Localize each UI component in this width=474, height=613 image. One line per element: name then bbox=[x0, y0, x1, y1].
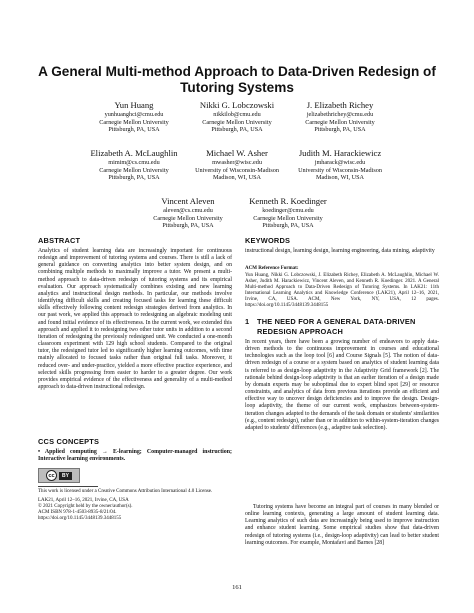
author-location: Madison, WI, USA bbox=[315, 174, 364, 182]
author-name: Elizabeth A. McLaughlin bbox=[90, 148, 178, 158]
author-block bbox=[265, 100, 415, 134]
author-name: Michael W. Asher bbox=[206, 148, 268, 158]
author-email: aleven@cs.cmu.edu bbox=[163, 207, 213, 214]
author-location: Pittsburgh, PA, USA bbox=[211, 126, 263, 134]
author-location: Pittsburgh, PA, USA bbox=[108, 126, 160, 134]
license-notice: This work is licensed under a Creative Commons Attribution International 4.0 License. bbox=[38, 489, 213, 494]
author-block bbox=[213, 196, 363, 230]
ccs-concepts-text: • Applied computing → E-learning; Computer-managed instruction; Interactive learning environments. bbox=[38, 449, 232, 463]
author-name: Kenneth R. Koedinger bbox=[249, 196, 327, 206]
author-email: mimim@cs.cmu.edu bbox=[108, 159, 160, 166]
cc-logo-icon: cc bbox=[46, 470, 57, 481]
author-affiliation: Carnegie Mellon University bbox=[202, 118, 272, 126]
keywords-text: instructional design, learning design, learning engineering, data mining, adaptivity bbox=[245, 248, 435, 254]
author-affiliation: University of Wisconsin-Madison bbox=[195, 166, 279, 174]
reference-format-label: ACM Reference Format: bbox=[245, 266, 299, 271]
keywords-heading: KEYWORDS bbox=[245, 236, 291, 245]
author-affiliation: Carnegie Mellon University bbox=[153, 214, 223, 222]
section1-paragraph1: In recent years, there have been a growing number of endeavors to apply data-driven methods to the continuous improvement in courses and educational technologies such as the loop tool [6] and Course Signals [5]. The notion of data-driven redesign of a course or a system based on analytics of student learning data is referred to as design-loop adaptivity in the Adaptivity Grid framework [2]. The rationale behind design-loop adaptivity is that an earlier iteration of a design made by domain experts may be suboptimal due to expert blind spot [29] or resource constraints, and analytics of data from previous iterations provide an efficient and effective way to uncover design deficiencies and to improve the design. Design-loop adaptivity, the theme of our current work, emphasizes between-system-iteration changes adapted to the demands of the task domain or students' similarities (e.g., content redesign), rather than or in addition to within-system-iteration changes adapted to students' differences (e.g., adaptive task selection). bbox=[245, 339, 439, 431]
author-location: Pittsburgh, PA, USA bbox=[262, 222, 314, 230]
author-location: Madison, WI, USA bbox=[212, 174, 261, 182]
footnote-rule bbox=[38, 486, 98, 487]
author-name: Vincent Aleven bbox=[161, 196, 215, 206]
author-affiliation: University of Wisconsin-Madison bbox=[298, 166, 382, 174]
isbn-line: ACM ISBN 978-1-4503-8935-8/21/04. bbox=[38, 510, 117, 516]
section1-heading-line2: REDESIGN APPROACH bbox=[257, 326, 344, 336]
creative-commons-badge bbox=[38, 468, 80, 483]
author-affiliation: Carnegie Mellon University bbox=[305, 118, 375, 126]
author-affiliation: Carnegie Mellon University bbox=[253, 214, 323, 222]
author-name: Nikki G. Lobczowski bbox=[199, 100, 275, 110]
paper-title: A General Multi-method Approach to Data-Driven Redesign of Tutoring Systems bbox=[38, 64, 436, 95]
section1-heading-line1: THE NEED FOR A GENERAL DATA-DRIVEN bbox=[257, 317, 416, 326]
author-email: koedinger@cmu.edu bbox=[262, 207, 314, 214]
doi-link[interactable]: https://doi.org/10.1145/3448139.3448155 bbox=[38, 516, 122, 522]
author-email: yunhuanghci@cmu.edu bbox=[104, 111, 164, 118]
author-block bbox=[265, 148, 415, 182]
author-location: Pittsburgh, PA, USA bbox=[162, 222, 214, 230]
author-name: Yun Huang bbox=[114, 100, 154, 110]
conference-line: LAK21, April 12–16, 2021, Irvine, CA, USA bbox=[38, 498, 129, 503]
section1-number: 1 bbox=[245, 317, 250, 326]
ccs-heading: CCS CONCEPTS bbox=[38, 437, 100, 446]
abstract-heading: ABSTRACT bbox=[38, 236, 81, 245]
license-info bbox=[38, 498, 232, 522]
abstract-text: Analytics of student learning data are increasingly important for continuous redesign and improvement of tutoring systems and courses. There is still a lack of general guidance on converting analytics into better system design, and on combining multiple methods to maximally improve a tutor. We present a multi-method approach to data-driven redesign of tutoring systems and its empirical evaluation. Our approach systematically combines existing and new learning analytics and instructional design methods. In particular, our methods involve identifying difficult skills and creating focused tasks for learning these difficult skills effectively following content redesign strategies derived from analytics. In our past work, we applied this approach to redesigning an algebraic modeling unit and found initial evidence of its effectiveness. In the current work, we extended this approach and applied it to redesigning two other tutor units in addition to a second iteration of redesigning the previously redesigned unit. We conducted a one-month classroom experiment with 129 high school students. Compared to the original tutor, the redesigned tutor led to significantly higher learning outcomes, with time mainly allocated to focused tasks rather than original full tasks. Moreover, it reduced over- and under-practice, yielded a more effective practice experience, and selected skills progressing from easier to harder to a greater degree. Our work provides empirical evidence of the effectiveness and generality of a multi-method approach to data-driven instructional redesign. bbox=[38, 248, 232, 390]
author-email: mwasher@wisc.edu bbox=[212, 159, 262, 166]
page-number: 161 bbox=[232, 584, 242, 591]
section1-paragraph2: Tutoring systems have become an integral part of courses in many blended or online learning contexts, generating a large amount of student learning data. Learning analytics of such data are increasingly being used to improve instruction and enhance student learning. Some empirical studies show that data-driven redesign of tutoring systems (i.e., design-loop adaptivity) can lead to better student learning outcomes. For example, Montafavi and Barnes [28] bbox=[245, 504, 439, 546]
section1-heading bbox=[245, 317, 416, 336]
author-email: jmharack@wisc.edu bbox=[314, 159, 366, 166]
author-email: jelizabethrichey@cmu.edu bbox=[306, 111, 374, 118]
author-location: Pittsburgh, PA, USA bbox=[108, 174, 160, 182]
author-affiliation: Carnegie Mellon University bbox=[99, 118, 169, 126]
author-name: J. Elizabeth Richey bbox=[306, 100, 374, 110]
author-name: Judith M. Harackiewicz bbox=[298, 148, 382, 158]
copyright-line: © 2021 Copyright held by the owner/author(s). bbox=[38, 504, 133, 510]
author-location: Pittsburgh, PA, USA bbox=[314, 126, 366, 134]
by-logo-icon: BY bbox=[59, 472, 72, 480]
reference-format-text: Yun Huang, Nikki G. Lobczowski, J. Elizabeth Richey, Elizabeth A. McLaughlin, Michael W. Asher, Judith M. Harackiewicz, Vincent Aleven, and Kenneth R. Koedinger. 2021. A General Multi-method Approach to Data-Driven Redesign of Tutoring Systems. In LAK21: 11th International Learning Analytics and Knowledge Conference (LAK21), April 12–16, 2021, Irvine, CA, USA. ACM, New York, NY, USA, 12 pages. https://doi.org/10.1145/3448139.3448155 bbox=[245, 273, 439, 309]
author-affiliation: Carnegie Mellon University bbox=[99, 166, 169, 174]
author-email: nikkilob@cmu.edu bbox=[213, 111, 261, 118]
